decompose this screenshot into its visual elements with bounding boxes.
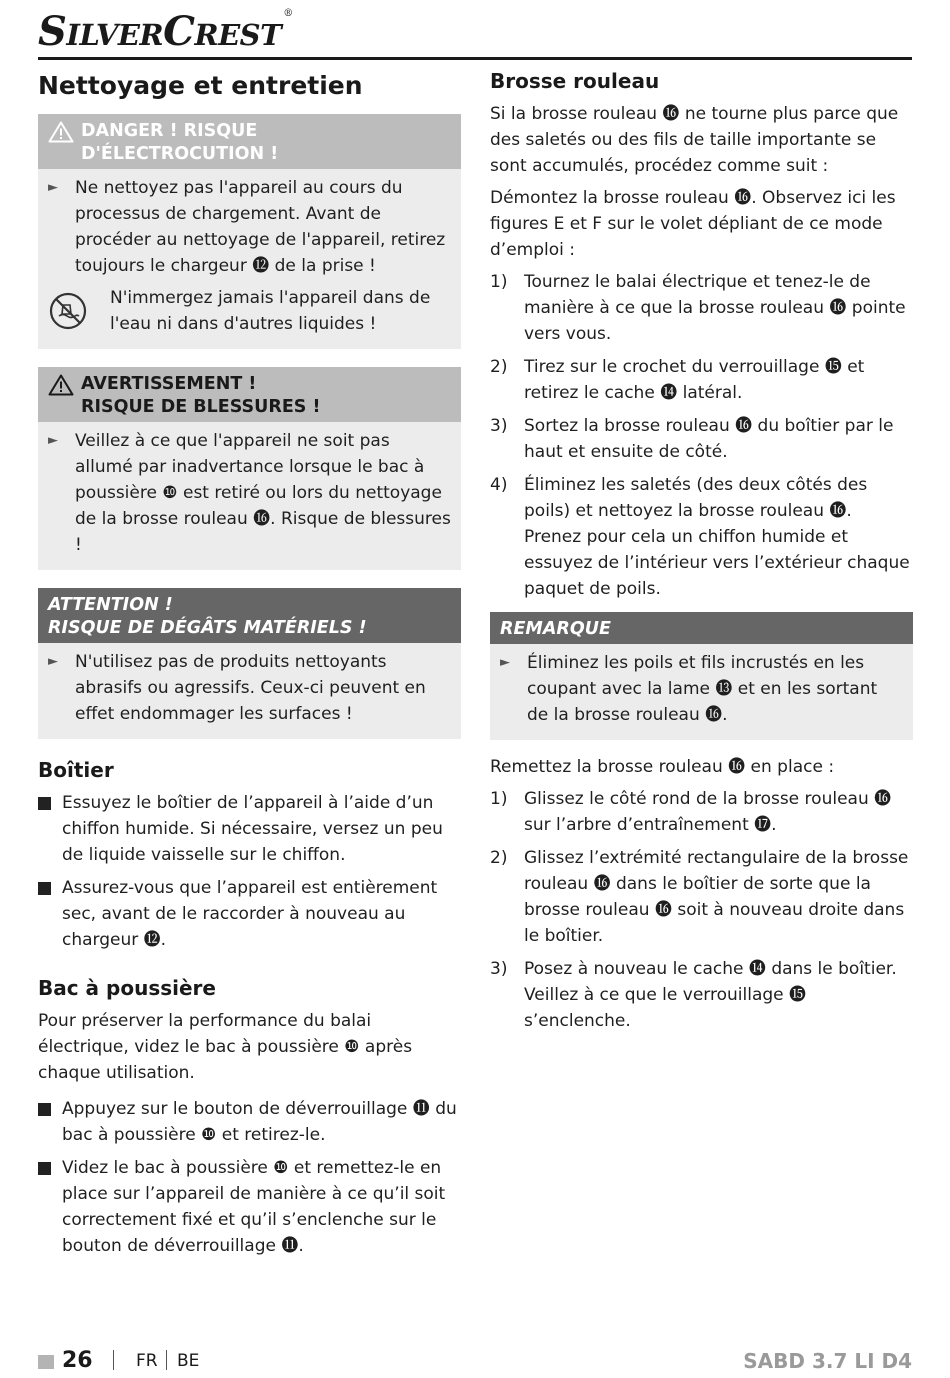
danger-header-line-2: D'ÉLECTROCUTION ! bbox=[81, 144, 279, 164]
paragraph: Remettez la brosse rouleau ⓰ en place : bbox=[490, 757, 835, 777]
footer-language: FR bbox=[136, 1351, 158, 1371]
right-column bbox=[490, 66, 913, 1041]
warning-triangle-icon bbox=[48, 121, 74, 143]
arrow-bullet-icon: ► bbox=[48, 654, 58, 669]
numbered-step: 4) Éliminez les saletés (des deux côtés des poils) et nettoyez la brosse rouleau ⓰. Prenez pour cela un chiffon humide et essuyez de l’intérieur vers l’extérieur chaque paquet de poils. bbox=[490, 475, 910, 599]
section-title-bac: Bac à poussière bbox=[38, 976, 216, 1000]
warning-header-line-1: AVERTISSEMENT ! bbox=[81, 374, 257, 394]
warning-triangle-icon bbox=[48, 374, 74, 396]
section-title-boitier: Boîtier bbox=[38, 758, 114, 782]
remark-box bbox=[490, 612, 913, 740]
list-item: Videz le bac à poussière ❿ et remettez-le en place sur l’appareil de manière à ce qu’il soit correctement fixé et qu’il s’enclenche sur le bouton de déverrouillage ⓫. bbox=[38, 1155, 461, 1259]
warning-box bbox=[38, 367, 461, 570]
danger-header bbox=[38, 114, 461, 169]
list-item: Assurez-vous que l’appareil est entièrement sec, avant de le raccorder à nouveau au chargeur ⓬. bbox=[38, 875, 461, 953]
footer-country: BE bbox=[177, 1351, 200, 1371]
no-immersion-icon bbox=[48, 291, 88, 331]
arrow-bullet-icon: ► bbox=[48, 433, 58, 448]
square-bullet-icon bbox=[38, 1096, 62, 1116]
header-rule bbox=[38, 57, 912, 60]
remark-header: REMARQUE bbox=[490, 612, 913, 644]
warning-header-line-2: RISQUE DE BLESSURES ! bbox=[81, 397, 321, 417]
danger-box bbox=[38, 114, 461, 349]
list-item: Appuyez sur le bouton de déverrouillage ⓫ du bac à poussière ❿ et retirez-le. bbox=[38, 1096, 461, 1148]
list-item: ► Veillez à ce que l'appareil ne soit pas allumé par inadvertance lorsque le bac à poussière ❿ est retiré ou lors du nettoyage de la brosse rouleau ⓰. Risque de blessures ! bbox=[48, 428, 451, 558]
numbered-step: 1) Tournez le balai électrique et tenez-le de manière à ce que la brosse rouleau ⓰ pointe vers vous. bbox=[490, 272, 906, 344]
attention-header bbox=[38, 588, 461, 643]
numbered-step: 2) Glissez l’extrémité rectangulaire de la brosse rouleau ⓰ dans le boîtier de sorte que la brosse rouleau ⓰ soit à nouveau droite dans le boîtier. bbox=[490, 848, 909, 946]
page-title: Nettoyage et entretien bbox=[38, 71, 363, 100]
numbered-step: 3) Sortez la brosse rouleau ⓰ du boîtier par le haut et ensuite de côté. bbox=[490, 416, 894, 462]
attention-box bbox=[38, 588, 461, 739]
numbered-step: 2) Tirez sur le crochet du verrouillage ⓯ et retirez le cache ⓮ latéral. bbox=[490, 357, 865, 403]
section-title-brosse: Brosse rouleau bbox=[490, 69, 660, 93]
footer-divider bbox=[113, 1350, 114, 1370]
attention-header-line-1: ATTENTION ! bbox=[48, 595, 173, 615]
no-immerse-notice: N'immergez jamais l'appareil dans de l'eau ni dans d'autres liquides ! bbox=[48, 285, 451, 337]
paragraph: Pour préserver la performance du balai électrique, videz le bac à poussière ❿ après chaque utilisation. bbox=[38, 1011, 413, 1083]
danger-header-line-1: DANGER ! RISQUE bbox=[81, 121, 258, 141]
warning-header bbox=[38, 367, 461, 422]
left-column bbox=[38, 66, 461, 1266]
square-bullet-icon bbox=[38, 875, 62, 895]
attention-header-line-2: RISQUE DE DÉGÂTS MATÉRIELS ! bbox=[48, 618, 367, 638]
square-bullet-icon bbox=[38, 790, 62, 810]
footer-square-icon bbox=[38, 1355, 54, 1369]
list-item: Essuyez le boîtier de l’appareil à l’aide d’un chiffon humide. Si nécessaire, versez un peu de liquide vaisselle sur le chiffon. bbox=[38, 790, 461, 868]
model-number: SABD 3.7 LI D4 bbox=[743, 1349, 912, 1373]
list-item: ► Éliminez les poils et fils incrustés en les coupant avec la lame ⓭ et en les sortant de la brosse rouleau ⓰. bbox=[500, 650, 903, 728]
list-item: ► N'utilisez pas de produits nettoyants abrasifs ou agressifs. Ceux-ci peuvent en effet endommager les surfaces ! bbox=[48, 649, 451, 727]
list-item: ► Ne nettoyez pas l'appareil au cours du processus de chargement. Avant de procéder au nettoyage de l'appareil, retirez toujours le chargeur ⓬ de la prise ! bbox=[48, 175, 451, 279]
numbered-step: 1) Glissez le côté rond de la brosse rouleau ⓰ sur l’arbre d’entraînement ⓱. bbox=[490, 789, 892, 835]
paragraph: Si la brosse rouleau ⓰ ne tourne plus parce que des saletés ou des fils de taille importante se sont accumulés, procédez comme suit : bbox=[490, 104, 899, 176]
arrow-bullet-icon: ► bbox=[500, 655, 510, 670]
paragraph: Démontez la brosse rouleau ⓰. Observez ici les figures E et F sur le volet dépliant de ce mode d’emploi : bbox=[490, 188, 896, 260]
arrow-bullet-icon: ► bbox=[48, 180, 58, 195]
footer-divider bbox=[166, 1350, 167, 1370]
silvercrest-logo: SILVERCREST® bbox=[38, 8, 293, 55]
numbered-step: 3) Posez à nouveau le cache ⓮ dans le boîtier. Veillez à ce que le verrouillage ⓯ s’enclenche. bbox=[490, 959, 897, 1031]
square-bullet-icon bbox=[38, 1155, 62, 1175]
page-number: 26 bbox=[62, 1348, 93, 1373]
